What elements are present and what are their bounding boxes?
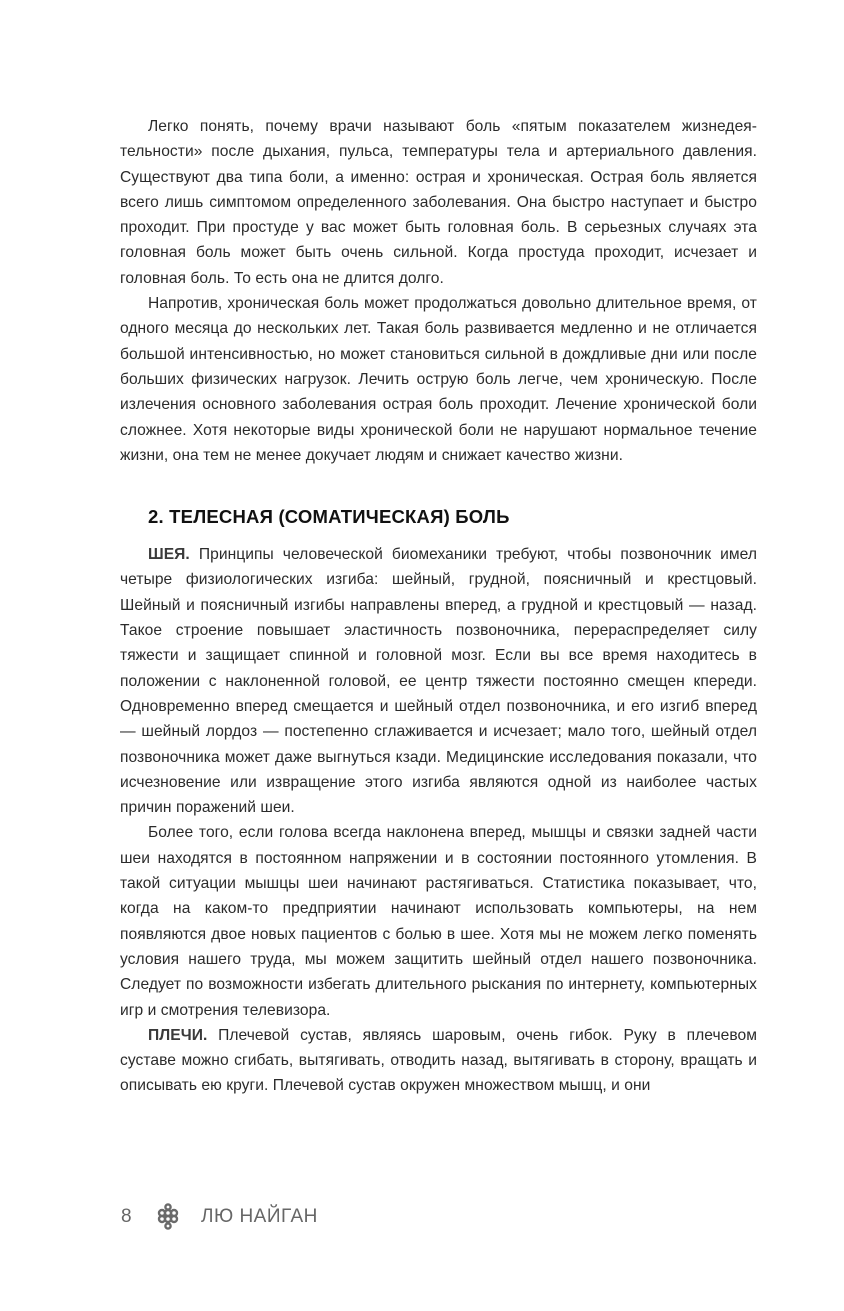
neck-lead-in: ШЕЯ. (148, 546, 190, 564)
book-page-body (120, 114, 757, 1099)
paragraph-neck-continued: Более того, если голова всегда наклонена вперед, мышцы и связки задней части шеи находятся в постоянном напряжении и в состоянии постоянного утомления. В такой ситуации мышцы шеи начинают растягиваться. Статистика показывает, что, когда на каком-то предприятии начинают использовать компьютеры, на нем появляются двое новых пациентов с болью в шее. Хотя мы не можем легко поменять условия нашего труда, мы можем защитить шейный отдел нашего позвоночника. Следует по возможности избегать длительного рыскания по интернету, компьютерных игр и смотрения телевизора. (120, 824, 757, 1019)
endless-knot-icon (157, 1203, 179, 1231)
shoulders-lead-in: ПЛЕЧИ. (148, 1026, 208, 1044)
paragraph-acute-pain: Легко понять, почему врачи называют боль «пятым показателем жизнедеятельности» после дыхания, пульса, температуры тела и артериального давления. Существуют два типа боли, а именно: острая и хроническая. Острая боль является всего лишь симптомом определенного заболевания. Она быстро наступает и быстро проходит. При простуде у вас может быть головная боль. В серьезных случаях эта головная боль может быть очень сильной. Когда простуда проходит, исчезает и головная боль. То есть она не длится долго. (120, 118, 757, 287)
paragraph-chronic-pain: Напротив, хроническая боль может продолжаться довольно длительное время, от одного месяца до нескольких лет. Такая боль развивается медленно и не отличается большой интенсивностью, но может становиться сильной в дождливые дни или после больших физических нагрузок. Лечить острую боль легче, чем хроническую. После излечения основного заболевания острая боль проходит. Лечение хронической боли сложнее. Хотя некоторые виды хронической боли не нарушают нормальное течение жизни, она тем не менее докучает людям и снижает качество жизни. (120, 295, 757, 464)
page-footer (121, 1203, 318, 1231)
neck-paragraph-text: Принципы человеческой биомеханики требуют, чтобы позвоночник имел четыре физиологических изгиба: шейный, грудной, поясничный и крестцовый. Шейный и поясничный изгибы направлены вперед, а грудной и крестцовый — назад. Такое строение повышает эластичность позвоночника, перераспределяет силу тяжести и защищает спинной и головной мозг. Если вы все время находитесь в положении с наклоненной головой, ее центр тяжести постоянно смещен кпереди. Одновременно вперед смещается и шейный отдел позвоночника, и его изгиб вперед — шейный лордоз — постепенно сглаживается и исчезает; мало того, шейный отдел позвоночника может даже выгнуться кзади. Медицинские исследования показали, что исчезновение или извращение этого изгиба являются одной из наиболее частых причин поражений шеи. (120, 546, 757, 817)
page-number: 8 (121, 1206, 132, 1227)
author-name: ЛЮ НАЙГАН (201, 1206, 318, 1227)
section-heading: 2. ТЕЛЕСНАЯ (СОМАТИЧЕСКАЯ) БОЛЬ (148, 506, 510, 528)
shoulders-paragraph-text: Плечевой сустав, являясь шаровым, очень гибок. Руку в плечевом суставе можно сгибать, вытягивать, отводить назад, вытягивать в сторону, вращать и описывать ею круги. Плечевой сустав окружен множеством мышц, и они (120, 1026, 757, 1095)
paragraph-shoulders (120, 1023, 757, 1099)
paragraph-neck (120, 542, 757, 820)
